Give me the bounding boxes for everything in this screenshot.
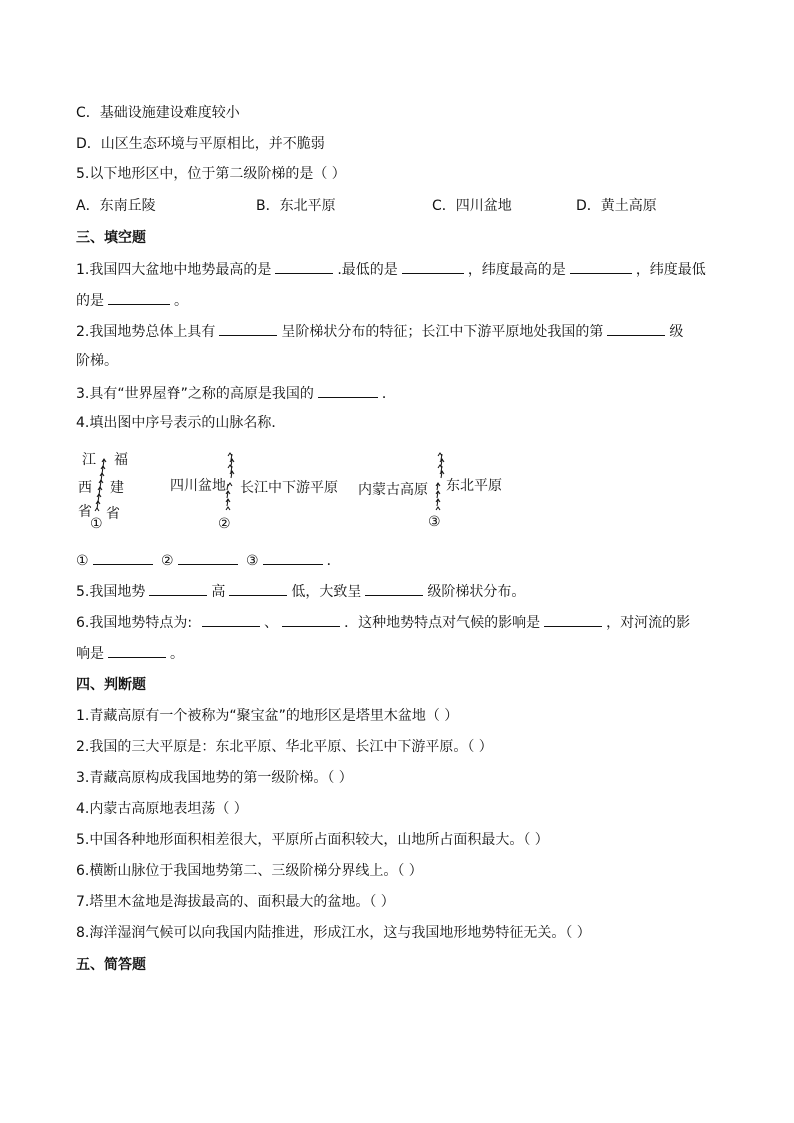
blank[interactable]: [275, 259, 333, 274]
label-inner-mongolia: 内蒙古高原: [358, 482, 428, 498]
q1-text-e: 的是: [76, 293, 104, 309]
blank[interactable]: [149, 581, 207, 596]
answer-marker-2: ②: [161, 553, 174, 569]
answer-marker-3: ③: [246, 553, 259, 569]
fill-q1-line2: [76, 290, 188, 311]
blank[interactable]: [202, 612, 260, 627]
option-d: D．山区生态环境与平原相比，并不脆弱: [76, 136, 325, 152]
mountain-range-icon: [76, 450, 156, 534]
q6-text-f: 。: [170, 646, 184, 662]
question-5: 5.以下地形区中，位于第二级阶梯的是（ ）: [76, 166, 346, 182]
q2-text-c: 级: [669, 324, 684, 340]
blank[interactable]: [93, 550, 153, 565]
marker-2: ②: [218, 516, 231, 532]
blank[interactable]: [282, 612, 340, 627]
judge-item-1: 1.青藏高原有一个被称为“聚宝盆”的地形区是塔里木盆地（ ）: [76, 708, 459, 724]
q6-text-d: ，对河流的影: [606, 615, 691, 631]
fill-q2-line2: 阶梯。: [76, 353, 118, 369]
q5-text-a: 5.我国地势: [76, 584, 146, 600]
q2-text-a: 2.我国地势总体上具有: [76, 324, 216, 340]
answer-marker-1: ①: [76, 553, 89, 569]
blank[interactable]: [544, 612, 602, 627]
fill-q4: 4.填出图中序号表示的山脉名称．: [76, 415, 286, 431]
blank[interactable]: [229, 581, 287, 596]
fill-q5: [76, 581, 525, 602]
answers-end: ．: [326, 553, 341, 569]
label-sheng-left: 省: [78, 504, 92, 520]
fill-q3: [76, 383, 396, 404]
blank[interactable]: [318, 383, 378, 398]
q5-text-b: 高: [211, 584, 226, 600]
blank[interactable]: [108, 643, 166, 658]
judge-item-6: 6.横断山脉位于我国地势第二、三级阶梯分界线上。（ ）: [76, 863, 423, 879]
blank[interactable]: [365, 581, 423, 596]
blank[interactable]: [570, 259, 632, 274]
label-xi: 西: [78, 480, 92, 496]
q5-text-c: 低，大致呈: [291, 584, 362, 600]
fill-q1-line1: [76, 259, 706, 280]
blank[interactable]: [108, 290, 170, 305]
q6-text-a: 6.我国地势特点为:: [76, 615, 193, 631]
q6-text-c: ．这种地势特点对气候的影响是: [344, 615, 541, 631]
judge-item-3: 3.青藏高原构成我国地势的第一级阶梯。（ ）: [76, 770, 353, 786]
label-yangtze-plain: 长江中下游平原: [240, 480, 338, 496]
blank[interactable]: [263, 550, 323, 565]
q5-text-d: 级阶梯状分布。: [427, 584, 526, 600]
judge-item-4: 4.内蒙古高原地表坦荡（ ）: [76, 801, 248, 817]
judge-item-2: 2.我国的三大平原是：东北平原、华北平原、长江中下游平原。（ ）: [76, 739, 493, 755]
label-fu: 福: [114, 452, 128, 468]
fill-q6-line1: [76, 612, 690, 633]
mountain-figure-1: [76, 450, 156, 534]
section-4-title: 四、判断题: [76, 677, 146, 693]
fill-q6-line2: [76, 643, 184, 664]
judge-item-8: 8.海洋湿润气候可以向我国内陆推进，形成江水，这与我国地形地势特征无关。（ ）: [76, 925, 591, 941]
q1-text-a: 1.我国四大盆地中地势最高的是: [76, 262, 272, 278]
option-b-plain: B．东北平原: [256, 198, 336, 214]
q2-text-b: 呈阶梯状分布的特征；长江中下游平原地处我国的第: [281, 324, 604, 340]
blank[interactable]: [402, 259, 464, 274]
q6-text-b: 、: [264, 615, 279, 631]
section-3-title: 三、填空题: [76, 230, 146, 246]
judge-item-7: 7.塔里木盆地是海拔最高的、面积最大的盆地。（ ）: [76, 894, 395, 910]
section-5-title: 五、简答题: [76, 957, 146, 973]
label-sichuan-basin: 四川盆地: [170, 478, 226, 494]
q3-text-a: 3.具有“世界屋脊”之称的高原是我国的: [76, 386, 314, 402]
q1-text-c: ，纬度最高的是: [467, 262, 566, 278]
q1-text-d: ，纬度最低: [635, 262, 706, 278]
option-c: C．基础设施建设难度较小: [76, 105, 240, 121]
judge-item-5: 5.中国各种地形面积相差很大，平原所占面积较大，山地所占面积最大。（ ）: [76, 832, 549, 848]
q3-text-b: ．: [381, 386, 396, 402]
q1-text-b: .最低的是: [337, 262, 398, 278]
fill-q4-answers: [76, 550, 341, 571]
option-d-plateau: D．黄土高原: [576, 198, 657, 214]
blank[interactable]: [219, 321, 277, 336]
marker-3: ③: [428, 514, 441, 530]
q1-text-f: 。: [174, 293, 188, 309]
option-a-hills: A．东南丘陵: [76, 198, 156, 214]
label-jian: 建: [110, 480, 124, 496]
mountain-range-icon: [356, 450, 526, 534]
fill-q2-line1: [76, 321, 683, 342]
blank[interactable]: [607, 321, 665, 336]
label-sheng-right: 省: [106, 506, 120, 522]
label-jiang: 江: [82, 452, 96, 468]
blank[interactable]: [178, 550, 238, 565]
mountain-figure-3: [356, 450, 526, 534]
mountain-range-icon: [168, 450, 348, 534]
option-c-basin: C．四川盆地: [432, 198, 512, 214]
question-5-options: [76, 196, 716, 216]
q6-text-e: 响是: [76, 646, 104, 662]
marker-1: ①: [90, 516, 103, 532]
label-northeast-plain: 东北平原: [446, 478, 502, 494]
mountain-figure-2: [168, 450, 348, 534]
